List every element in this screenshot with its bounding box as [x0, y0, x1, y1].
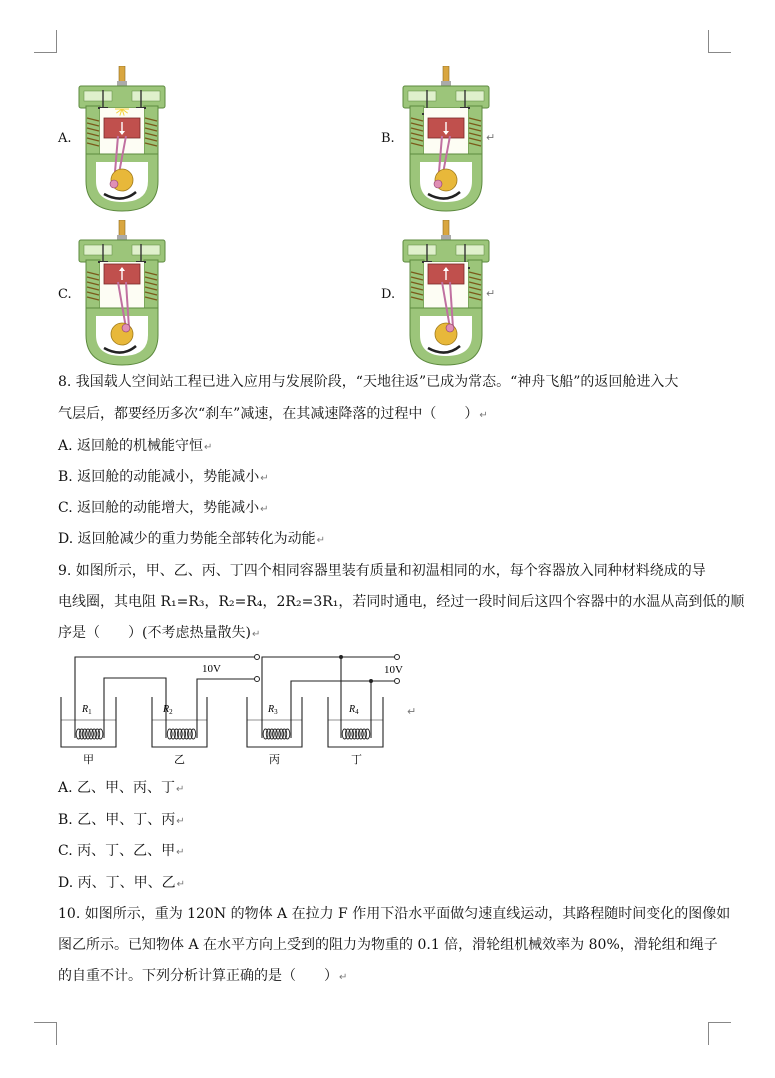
q9-circuit-diagram [56, 650, 418, 770]
q9-voltage-left: 10V [202, 663, 221, 675]
q9-voltage-right: 10V [384, 664, 403, 676]
q9-option-c: C. 丙、丁、乙、甲↵ [58, 843, 185, 859]
q7-engine-diagram-c [74, 220, 170, 370]
q10-stem-line-3: 的自重不计。下列分析计算正确的是（ ）↵ [58, 968, 348, 984]
q9-wire-left-bottom [197, 679, 257, 738]
q9-option-b: B. 乙、甲、丁、丙↵ [58, 812, 185, 828]
q9-resistor-label-r2: $R_2$ [163, 704, 173, 716]
q9-wire-right-top [262, 657, 397, 738]
q10-stem-line-1: 10. 如图所示，重为 120N 的物体 A 在拉力 F 作用下沿水平面做匀速直线运动，其路程随时间变化的图像如 [58, 906, 731, 922]
q7-option-c-label: C. [58, 287, 72, 302]
q9-terminal-right-top [395, 655, 400, 660]
q9-junction-top [339, 655, 343, 659]
q9-resistor-label-r4: $R_4$ [349, 704, 359, 716]
q9-resistor-label-r1: $R_1$ [82, 704, 92, 716]
q7-option-a-label: A. [58, 131, 72, 146]
q9-terminal-left-top [255, 655, 260, 660]
q9-coils [76, 729, 370, 739]
q7-engine-diagram-a [74, 66, 170, 216]
q9-resistor-label-r3: $R_3$ [268, 704, 278, 716]
q9-coil-2 [167, 729, 195, 739]
q8-stem-line-1: 8. 我国载人空间站工程已进入应用与发展阶段，“天地往返”已成为常态。“神舟飞船”的返回舱进入大 [58, 374, 679, 390]
q9-container-bing [247, 697, 302, 747]
q9-container-yi [152, 697, 207, 747]
q9-junction-bottom [369, 679, 373, 683]
crop-mark-bottom-left [34, 1022, 57, 1045]
q9-coil-4 [342, 729, 370, 739]
q9-container-label-ding: 丁 [351, 753, 362, 766]
q7-engine-diagram-b [398, 66, 494, 216]
q8-stem-line-2: 气层后，都要经历多次“刹车”减速，在其减速降落的过程中（ ）↵ [58, 406, 488, 422]
q7-option-d-return-mark: ↵ [486, 287, 496, 300]
q7-option-d-label: D. [381, 287, 396, 302]
q8-option-b: B. 返回舱的动能减小，势能减小↵ [58, 469, 269, 485]
q7-option-b-label: B. [381, 131, 395, 146]
q8-option-a: A. 返回舱的机械能守恒↵ [58, 438, 213, 454]
crop-mark-bottom-right [708, 1022, 731, 1045]
crop-mark-top-right [708, 30, 731, 53]
q9-wire-left-mid [104, 678, 166, 738]
q9-coil-1 [76, 729, 103, 739]
q9-stem-line-2: 电线圈，其电阻 R₁=R₃，R₂=R₄，2R₂=3R₁，若同时通电，经过一段时间后这四个容器中的水温从高到低的顺 [58, 594, 745, 610]
q9-container-label-yi: 乙 [174, 753, 185, 766]
q7-engine-diagram-d [398, 220, 494, 370]
q7-option-b-return-mark: ↵ [486, 131, 496, 144]
q9-container-ding [328, 697, 383, 747]
q9-terminal-right-bottom [395, 679, 400, 684]
crop-mark-top-left [34, 30, 57, 53]
q9-container-label-jia: 甲 [83, 753, 94, 766]
q9-option-d: D. 丙、丁、甲、乙↵ [58, 875, 186, 891]
q9-stem-line-3: 序是（ ）(不考虑热量散失)↵ [58, 625, 261, 641]
q9-option-a: A. 乙、甲、丙、丁↵ [58, 780, 185, 796]
q9-container-label-bing: 丙 [269, 753, 280, 766]
q8-option-d: D. 返回舱减少的重力势能全部转化为动能↵ [58, 531, 326, 547]
q10-stem-line-2: 图乙所示。已知物体 A 在水平方向上受到的阻力为物重的 0.1 倍，滑轮组机械效率为 80%，滑轮组和绳子 [58, 937, 718, 953]
q9-coil-3 [263, 729, 290, 739]
q8-option-c: C. 返回舱的动能增大，势能减小↵ [58, 500, 269, 516]
q9-stem-line-1: 9. 如图所示，甲、乙、丙、丁四个相同容器里装有质量和初温相同的水，每个容器放入同种材料绕成的导 [58, 563, 706, 579]
q9-container-jia [61, 697, 116, 747]
q9-terminal-left-bottom [255, 677, 260, 682]
q9-diagram-return-mark: ↵ [407, 705, 417, 718]
